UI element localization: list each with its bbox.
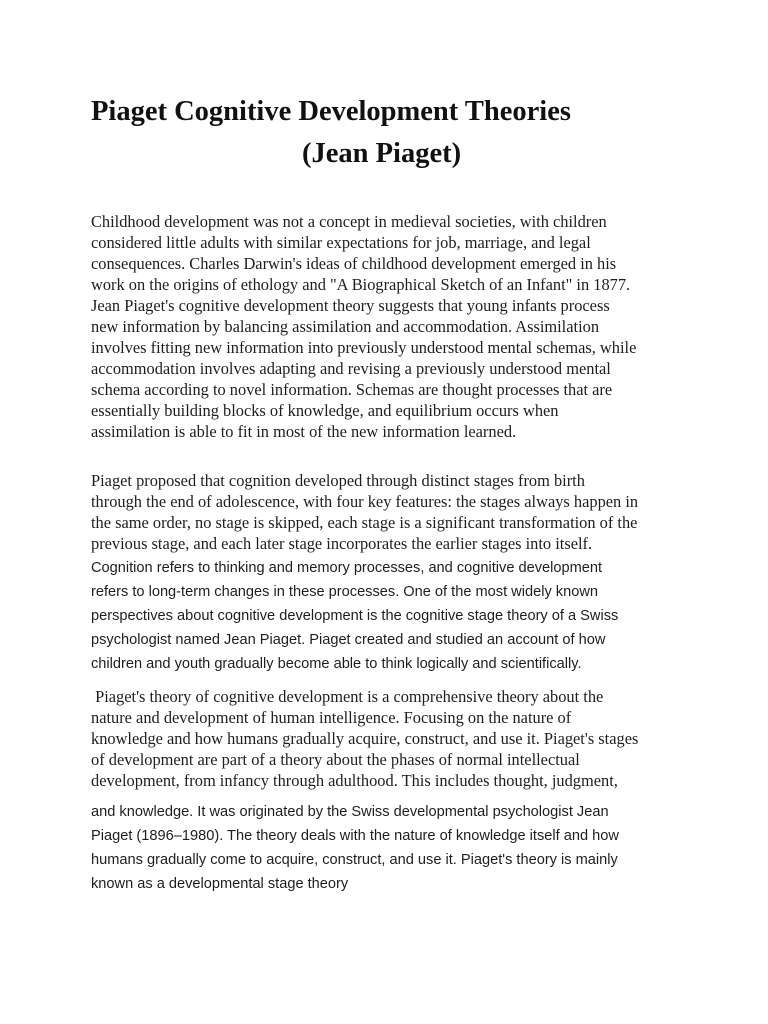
- text-line: known as a developmental stage theory: [91, 876, 349, 892]
- text-line: schema according to novel information. Schemas are thought processes that are: [91, 380, 613, 399]
- text-line: previous stage, and each later stage incorporates the earlier stages into itself.: [91, 534, 593, 553]
- text-line: and knowledge. It was originated by the Swiss developmental psychologist Jean: [91, 804, 609, 820]
- text-line: refers to long-term changes in these processes. One of the most widely known: [91, 584, 598, 600]
- page-subtitle: (Jean Piaget): [302, 138, 462, 169]
- text-line: Piaget proposed that cognition developed through distinct stages from birth: [91, 471, 585, 490]
- text-line: new information by balancing assimilation and accommodation. Assimilation: [91, 317, 600, 336]
- text-line: Piaget (1896–1980). The theory deals with the nature of knowledge itself and how: [91, 828, 619, 844]
- text-line: considered little adults with similar expectations for job, marriage, and legal: [91, 233, 591, 252]
- paragraph-theory-origin: [91, 800, 619, 896]
- text-line: Jean Piaget's cognitive development theory suggests that young infants process: [91, 296, 610, 315]
- text-line: nature and development of human intelligence. Focusing on the nature of: [91, 708, 572, 727]
- text-line: perspectives about cognitive development is the cognitive stage theory of a Swiss: [91, 608, 619, 624]
- text-line: Piaget's theory of cognitive development is a comprehensive theory about the: [91, 687, 604, 706]
- text-line: children and youth gradually become able to think logically and scientifically.: [91, 656, 582, 672]
- text-line: of development are part of a theory about the phases of normal intellectual: [91, 750, 580, 769]
- text-line: knowledge and how humans gradually acquire, construct, and use it. Piaget's stages: [91, 729, 639, 748]
- text-line: Cognition refers to thinking and memory processes, and cognitive development: [91, 560, 603, 576]
- text-line: work on the origins of ethology and "A Biographical Sketch of an Infant" in 1877.: [91, 275, 631, 294]
- text-line: accommodation involves adapting and revising a previously understood mental: [91, 359, 611, 378]
- text-line: essentially building blocks of knowledge, and equilibrium occurs when: [91, 401, 559, 420]
- text-line: the same order, no stage is skipped, each stage is a significant transformation of the: [91, 513, 638, 532]
- paragraph-ethology-history: [91, 211, 636, 442]
- paragraph-theory-overview: [91, 686, 638, 791]
- text-line: development, from infancy through adulthood. This includes thought, judgment,: [91, 771, 618, 790]
- paragraph-stage-features: [91, 470, 638, 554]
- page-title: Piaget Cognitive Development Theories: [91, 96, 571, 127]
- text-line: assimilation is able to fit in most of the new information learned.: [91, 422, 517, 441]
- text-line: through the end of adolescence, with four key features: the stages always happen in: [91, 492, 639, 511]
- text-line: Childhood development was not a concept in medieval societies, with children: [91, 212, 607, 231]
- paragraph-cognition-definition: [91, 556, 618, 676]
- text-line: humans gradually come to acquire, construct, and use it. Piaget's theory is mainly: [91, 852, 618, 868]
- text-line: involves fitting new information into previously understood mental schemas, while: [91, 338, 637, 357]
- text-line: psychologist named Jean Piaget. Piaget created and studied an account of how: [91, 632, 606, 648]
- text-line: consequences. Charles Darwin's ideas of childhood development emerged in his: [91, 254, 617, 273]
